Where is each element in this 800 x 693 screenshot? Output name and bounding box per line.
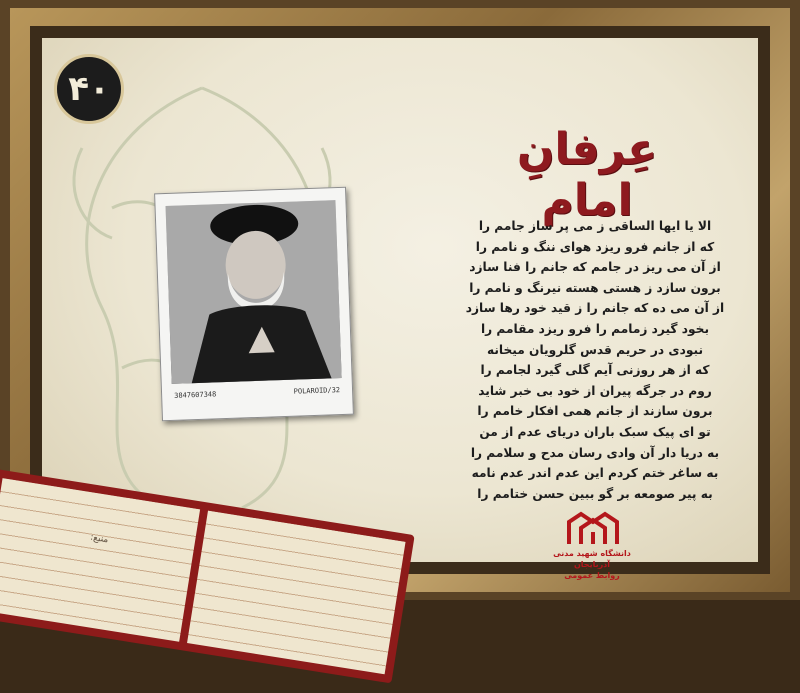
poem-line: به دریا دار آن وادی رسان مدح و سلامم را [470, 445, 720, 460]
notebook-label: منبع: [89, 532, 109, 546]
poem-text [460, 216, 730, 504]
poem-line: برون سازند از جانم همی افکار خامم را [477, 404, 713, 419]
poem-line: روم در جرگه پیران از خود بی خبر شاید [478, 383, 712, 398]
paper-background [42, 38, 758, 580]
poem-line: که از هر روزنی آیم گلی گیرد لجامم را [480, 363, 710, 378]
photo-serial: 3847607348 [174, 390, 217, 400]
logo-dept: روابط عمومی [564, 571, 620, 580]
poem-line: از آن می ده که جانم را ز قید خود رها سازد [465, 301, 725, 316]
portrait-image [166, 200, 342, 384]
logo-name: دانشگاه شهید مدنی آذربایجان [553, 549, 631, 569]
university-logo-icon [563, 510, 623, 546]
university-name [542, 548, 642, 581]
poem-line: که از جانم فرو ریزد هوای ننگ و نامم را [475, 239, 715, 254]
poem-line: نبودی در حریم قدس گلرویان میخانه [486, 342, 704, 357]
poem-line: برون سازد ز هستی هسته نیرنگ و نامم را [469, 280, 721, 295]
poem-line: به ساغر ختم کردم این عدم اندر عدم نامه [471, 466, 719, 481]
poem-line: از آن می ریز در جامم که جانم را فنا سازد [469, 260, 721, 275]
page-title: عِرفانِ امام [516, 124, 658, 226]
portrait-icon [166, 200, 342, 384]
polaroid-photo [154, 187, 354, 422]
photo-brand: POLAROID/32 [293, 386, 341, 396]
poem-line: الا یا ایها الساقی ز می پر ساز جامم را [478, 219, 712, 233]
number-badge [54, 54, 124, 124]
poem-line: تو ای پیک سبک باران دریای عدم از من [479, 424, 711, 439]
poem-line: به پیر صومعه بر گو ببین حسن ختامم را [477, 486, 713, 501]
badge-number: ۴۰ [68, 69, 110, 109]
poem-line: بخود گیرد زمامم را فرو ریزد مقامم را [480, 321, 710, 336]
